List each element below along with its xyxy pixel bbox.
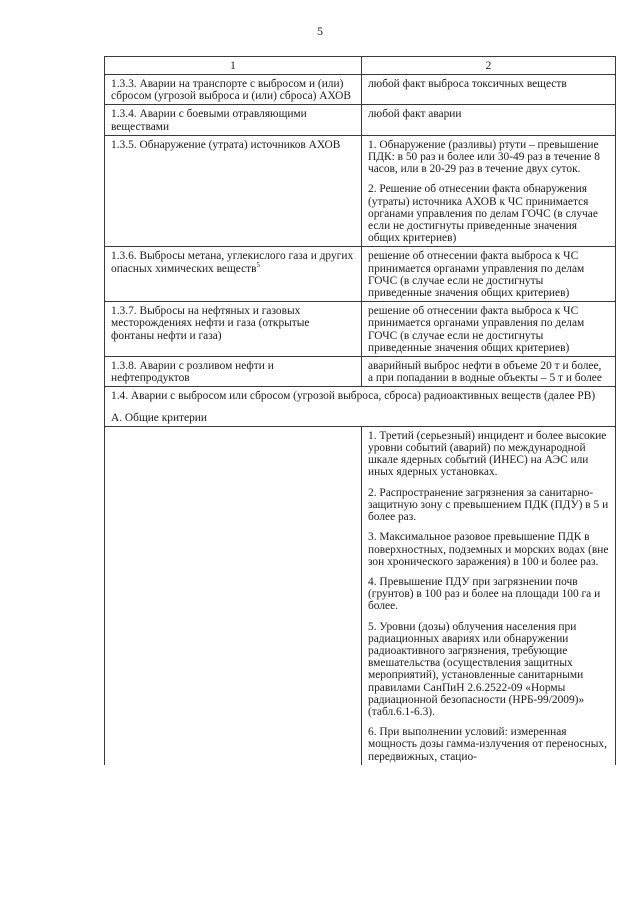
column-header-2: 2 <box>362 57 616 75</box>
row-label-1-3-5: 1.3.5. Обнаружение (утрата) источников АХОВ <box>105 135 362 247</box>
criteria-paragraph: 6. При выполнении условий: измеренная мощность дозы гамма-излучения от переносных, передвижных, стацио- <box>368 726 607 763</box>
criteria-paragraph: 5. Уровни (дозы) облучения населения при радиационных авариях или обнаружении радиоактивного загрязнения, требующие вмешательства (осуществления защитных мероприятий), установленные санитарными правилами СанПиН 2.6.2522-09 «Нормы радиационной безопасности (НРБ-99/2009)» (табл.6.1-6.3). <box>368 620 585 718</box>
criteria-paragraph: 1. Обнаружение (разливы) ртути – превышение ПДК: в 50 раз и более или 30-49 раз в течение 8 часов, или в 20-29 раз в течение двух суток. <box>368 138 600 176</box>
criteria-paragraph: 2. Распространение загрязнения за санитарно-защитную зону с превышением ПДК (ПДУ) в 5 и более раз. <box>368 486 609 524</box>
row-label-1-3-8: 1.3.8. Аварии с розливом нефти и нефтепродуктов <box>105 357 362 387</box>
page-number: 5 <box>317 24 323 38</box>
row-criteria-1-3-6: решение об отнесении факта выброса к ЧС принимается органами управления по делам ГОЧС (в случае если не достигнуты приведенные значения общих критериев) <box>362 247 616 302</box>
criteria-paragraph: 2. Решение об отнесении факта обнаружения (утраты) источника АХОВ к ЧС принимается органами управления по делам ГОЧС (в случае если не достигнуты приведенные значения общих критериев) <box>368 183 598 245</box>
footnote-marker: 5 <box>256 260 260 269</box>
row-label-1-3-6: 1.3.6. Выбросы метана, углекислого газа и других опасных химических веществ$^5$ <box>105 247 362 302</box>
row-label-empty <box>105 426 362 764</box>
table-row <box>105 247 616 302</box>
criteria-paragraph: 1. Третий (серьезный) инцидент и более высокие уровни событий (аварий) по международной шкале ядерных событий (ИНЕС) на АЭС или иных ядерных установках. <box>368 429 607 479</box>
row-criteria-1-3-4: любой факт аварии <box>362 105 616 135</box>
table-row <box>105 302 616 357</box>
table-row <box>105 75 616 105</box>
row-label-1-3-4: 1.3.4. Аварии с боевыми отравляющими веществами <box>105 105 362 135</box>
criteria-table <box>104 56 616 765</box>
section-row <box>105 387 616 426</box>
row-criteria-1-3-7: решение об отнесении факта выброса к ЧС принимается органами управления по делам ГОЧС (в случае если не достигнуты приведенные значения общих критериев) <box>362 302 616 357</box>
section-1-4 <box>105 387 616 426</box>
table-row <box>105 135 616 247</box>
table-row <box>105 105 616 135</box>
row-label-1-3-3: 1.3.3. Аварии на транспорте с выбросом и (или) сбросом (угрозой выброса и (или) сброса) АХОВ <box>105 75 362 105</box>
table-header-row <box>105 57 616 75</box>
table-row <box>105 426 616 764</box>
row-label-1-3-7: 1.3.7. Выбросы на нефтяных и газовых месторождениях нефти и газа (открытые фонтаны нефти и газа) <box>105 302 362 357</box>
section-title: 1.4. Аварии с выбросом или сбросом (угрозой выброса, сброса) радиоактивных веществ (далее РВ) <box>111 390 596 403</box>
criteria-paragraph: 4. Превышение ПДУ при загрязнении почв (грунтов) в 100 раз и более на площади 100 га и более. <box>368 575 601 613</box>
criteria-paragraph: 3. Максимальное разовое превышение ПДК в поверхностных, подземных и морских водах (вне зон хронического заражения) в 100 и более раз. <box>368 531 609 568</box>
row-criteria-1-3-5 <box>362 135 616 247</box>
row-criteria-1-3-3: любой факт выброса токсичных веществ <box>362 75 616 105</box>
row-criteria-1-3-8: аварийный выброс нефти в объеме 20 т и более, а при попадании в водные объекты – 5 т и более <box>362 357 616 387</box>
section-subtitle: А. Общие критерии <box>111 411 207 424</box>
table-row <box>105 357 616 387</box>
row-criteria-general <box>362 426 616 764</box>
column-header-1: 1 <box>105 57 362 75</box>
